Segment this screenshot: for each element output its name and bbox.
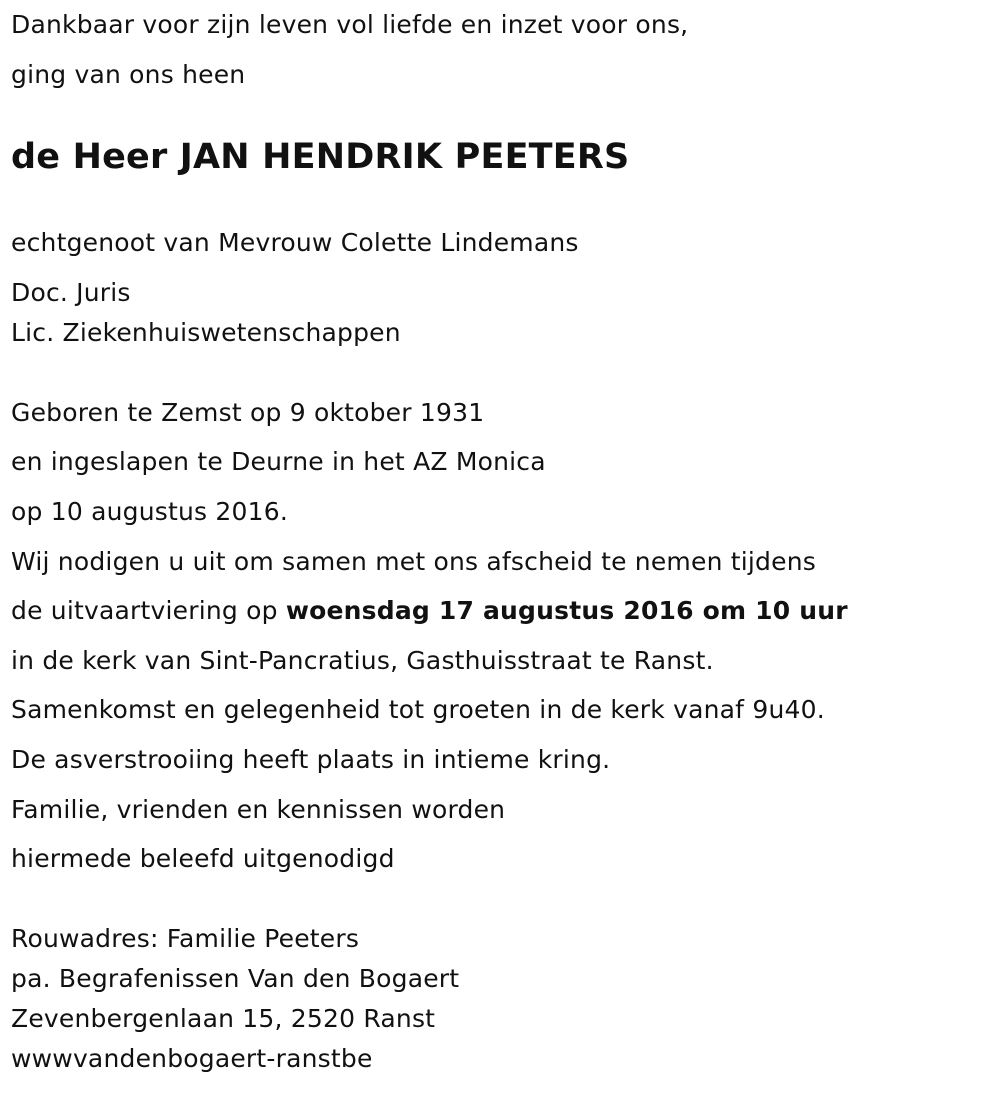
address-line-2: pa. Begrafenissen Van den Bogaert: [11, 964, 460, 993]
invited-line-1: Familie, vrienden en kennissen worden: [11, 795, 506, 824]
service-prefix: de uitvaartviering op: [11, 596, 286, 625]
service-line: [11, 596, 848, 626]
death-date-line: op 10 augustus 2016.: [11, 497, 288, 526]
service-datetime: woensdag 17 augustus 2016 om 10 uur: [285, 596, 848, 625]
invite-line: Wij nodigen u uit om samen met ons afscheid te nemen tijdens: [11, 547, 816, 576]
death-line: en ingeslapen te Deurne in het AZ Monica: [11, 447, 546, 476]
invited-line-2: hiermede beleefd uitgenodigd: [11, 844, 395, 873]
spouse-line: echtgenoot van Mevrouw Colette Lindemans: [11, 228, 579, 257]
deceased-name: de Heer JAN HENDRIK PEETERS: [11, 137, 630, 177]
address-line-3: Zevenbergenlaan 15, 2520 Ranst: [11, 1004, 436, 1033]
intro-line-2: ging van ons heen: [11, 60, 246, 89]
degree-line-2: Lic. Ziekenhuiswetenschappen: [11, 318, 401, 347]
birth-line: Geboren te Zemst op 9 oktober 1931: [11, 398, 485, 427]
address-line-1: Rouwadres: Familie Peeters: [11, 924, 360, 953]
ashes-line: De asverstrooiing heeft plaats in intieme kring.: [11, 745, 611, 774]
address-line-4: wwwvandenbogaert-ranstbe: [11, 1044, 373, 1073]
intro-line-1: Dankbaar voor zijn leven vol liefde en inzet voor ons,: [11, 10, 689, 39]
degree-line-1: Doc. Juris: [11, 278, 131, 307]
location-line: in de kerk van Sint-Pancratius, Gasthuisstraat te Ranst.: [11, 646, 714, 675]
gathering-line: Samenkomst en gelegenheid tot groeten in de kerk vanaf 9u40.: [11, 695, 825, 724]
